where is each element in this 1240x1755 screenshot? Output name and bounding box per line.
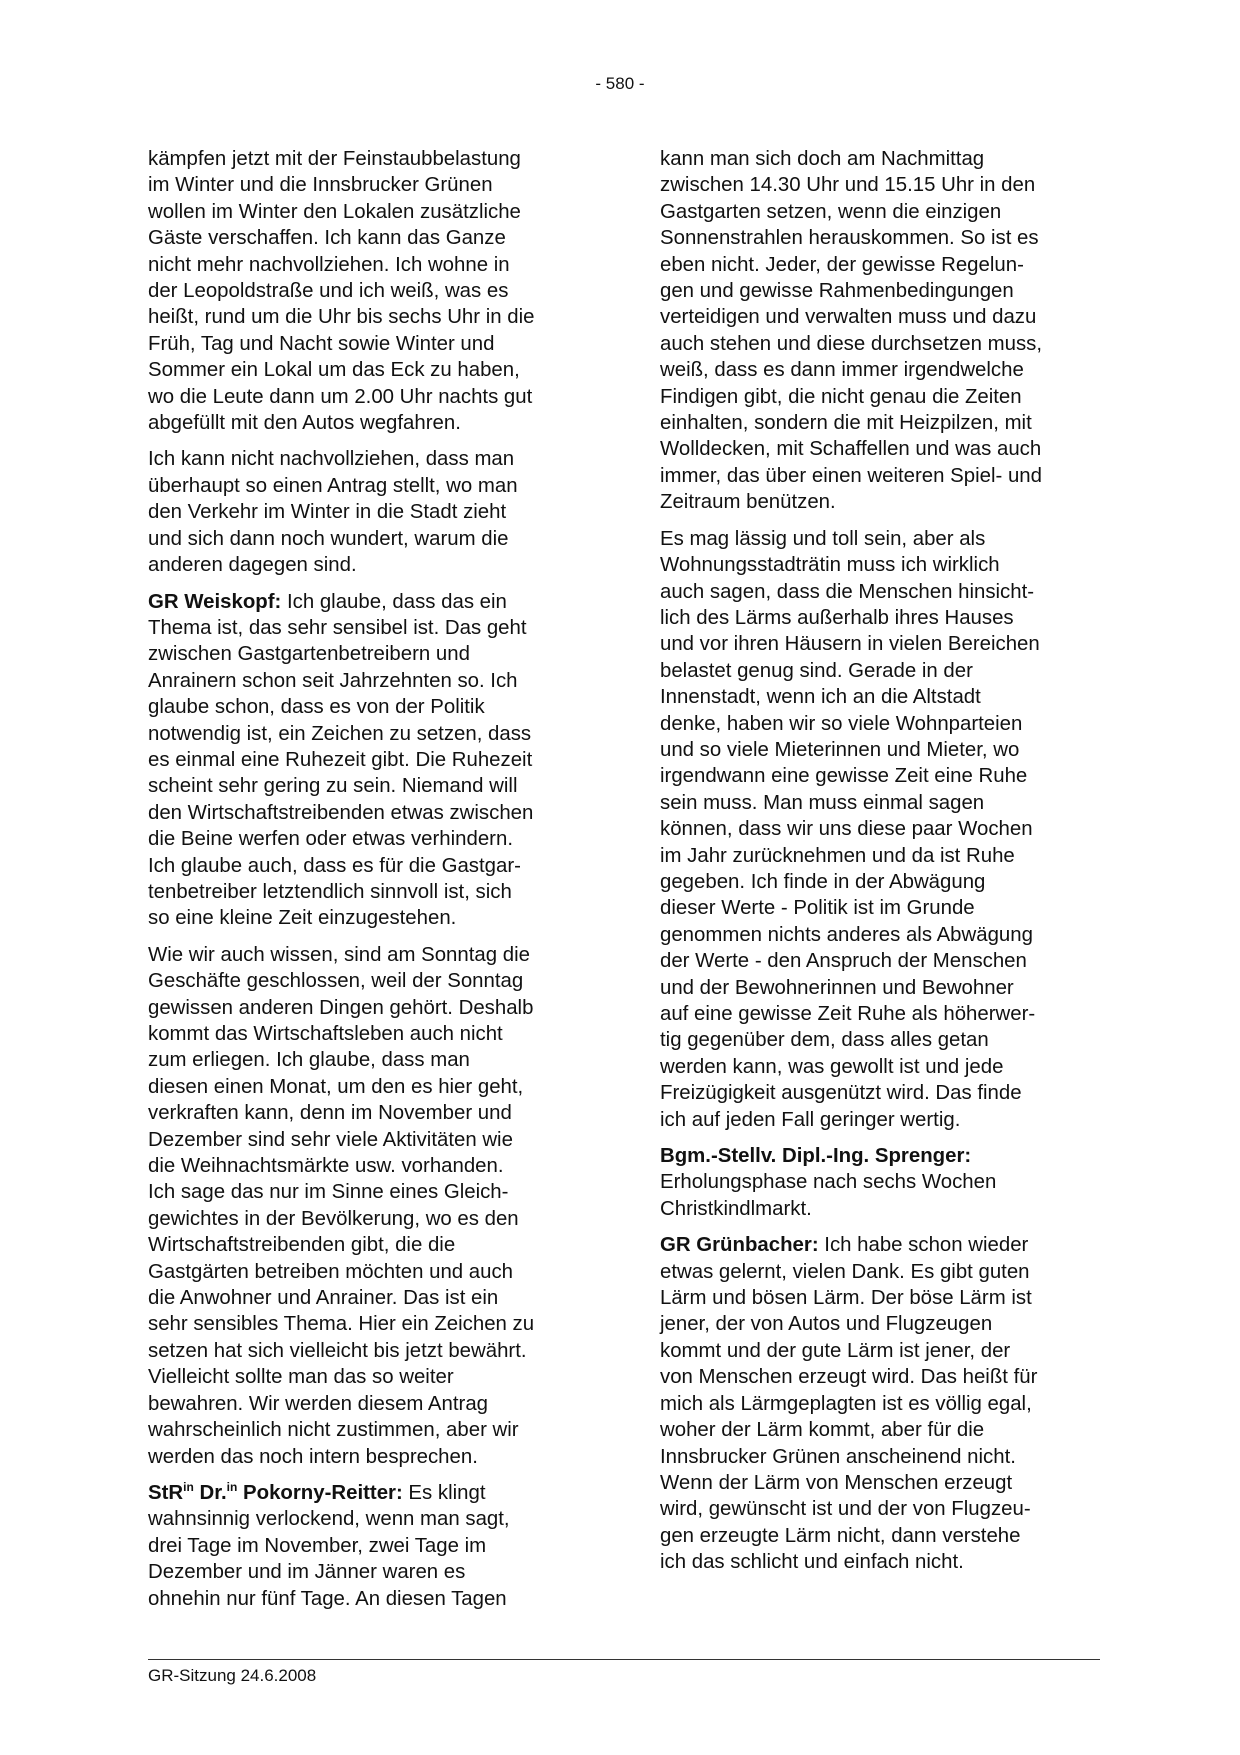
paragraph-weiskopf	[148, 589, 588, 932]
footer-session-label: GR-Sitzung 24.6.2008	[148, 1666, 317, 1685]
right-column	[660, 146, 1100, 1586]
speaker-title: Dr.	[193, 1481, 227, 1504]
speaker-name	[148, 1482, 403, 1504]
speaker-name: GR Grünbacher:	[660, 1234, 819, 1257]
paragraph-pokorny-reitter	[148, 1480, 588, 1612]
page-number: - 580 -	[595, 74, 645, 93]
paragraph-sprenger	[660, 1143, 1100, 1222]
superscript: in	[183, 1480, 194, 1495]
left-column	[148, 146, 588, 1622]
paragraph: Wie wir auch wissen, sind am Sonntag die Geschäfte geschlossen, weil der Sonntag gewissen anderen Dingen gehört. Deshalb kommt das Wirtschaftsleben auch nicht zum erliegen. Ich glaube, dass man diesen einen Monat, um den es hier geht, verkraften kann, denn im November und Dezember sind sehr viele Aktivitäten wie die Weihnachtsmärkte usw. vorhanden. Ich sage das nur im Sinne eines Gleich- gewichtes in der Bevölkerung, wo es den Wirtschaftstreibenden gibt, die die Gastgärten betreiben möchten und auch die Anwohner und Anrainer. Das ist ein sehr sensibles Thema. Hier ein Zeichen zu setzen hat sich vielleicht bis jetzt bewährt. Vielleicht sollte man das so weiter bewahren. Wir werden diesem Antrag wahrscheinlich nicht zustimmen, aber wir werden das noch intern besprechen.	[148, 943, 535, 1468]
speech-text: Ich glaube, dass das ein Thema ist, das sehr sensibel ist. Das geht zwischen Gastgartenbetreibern und Anrainern schon seit Jahrzehnten so. Ich glaube schon, dass es von der Politik notwendig ist, ein Zeichen zu setzen, dass es einmal eine Ruhezeit gibt. Die Ruhezeit scheint sehr gering zu sein. Niemand will den Wirtschaftstreibenden etwas zwischen die Beine werfen oder etwas verhindern. Ich glaube auch, dass es für die Gastgar- tenbetreiber letztendlich sinnvoll ist, sich so eine kleine Zeit einzugestehen.	[148, 590, 534, 930]
speaker-name: GR Weiskopf:	[148, 590, 282, 613]
paragraph-gruenbacher	[660, 1232, 1100, 1575]
speech-text: Erholungsphase nach sechs Wochen Christkindlmarkt.	[660, 1171, 997, 1220]
speaker-name: Bgm.-Stellv. Dipl.-Ing. Sprenger:	[660, 1145, 972, 1168]
speaker-title: StR	[148, 1481, 184, 1504]
superscript: in	[226, 1480, 238, 1495]
speech-text: Es klingt wahnsinnig verlockend, wenn man sagt, drei Tage im November, zwei Tage im Dezember und im Jänner waren es ohnehin nur fünf Tage. An diesen Tagen	[148, 1481, 510, 1610]
paragraph: kämpfen jetzt mit der Feinstaubbelastung im Winter und die Innsbrucker Grünen wollen im Winter den Lokalen zusätzliche Gäste verschaffen. Ich kann das Ganze nicht mehr nachvollziehen. Ich wohne in der Leopoldstraße und ich weiß, was es heißt, rund um die Uhr bis sechs Uhr in die Früh, Tag und Nacht sowie Winter und Sommer ein Lokal um das Eck zu haben, wo die Leute dann um 2.00 Uhr nachts gut abgefüllt mit den Autos wegfahren.	[148, 148, 535, 435]
paragraph: Es mag lässig und toll sein, aber als Wohnungsstadträtin muss ich wirklich auch sagen, dass die Menschen hinsicht- lich des Lärms außerhalb ihres Hauses und vor ihren Häusern in vielen Bereichen belastet genug sind. Gerade in der Innenstadt, wenn ich an die Altstadt denke, haben wir so viele Wohnparteien und so viele Mieterinnen und Mieter, wo irgendwann eine gewisse Zeit eine Ruhe sein muss. Man muss einmal sagen können, dass wir uns diese paar Wochen im Jahr zurücknehmen und da ist Ruhe gegeben. Ich finde in der Abwägung dieser Werte - Politik ist im Grunde genommen nichts anderes als Abwägung der Werte - den Anspruch der Menschen und der Bewohnerinnen und Bewohner auf eine gewisse Zeit Ruhe als höherwer- tig gegenüber dem, dass alles getan werden kann, was gewollt ist und jede Freizügigkeit ausgenützt wird. Das finde ich auf jeden Fall geringer wertig.	[660, 527, 1040, 1131]
paragraph: Ich kann nicht nachvollziehen, dass man überhaupt so einen Antrag stellt, wo man den Verkehr im Winter in die Stadt zieht und sich dann noch wundert, warum die anderen dagegen sind.	[148, 448, 518, 577]
speaker-surname: Pokorny-Reitter:	[237, 1481, 403, 1504]
footer-divider	[148, 1659, 1100, 1660]
paragraph: kann man sich doch am Nachmittag zwischen 14.30 Uhr und 15.15 Uhr in den Gastgarten setzen, wenn die einzigen Sonnenstrahlen herauskommen. So ist es eben nicht. Jeder, der gewisse Regelun- gen und gewisse Rahmenbedingungen verteidigen und verwalten muss und dazu auch stehen und diese durchsetzen muss, weiß, dass es dann immer irgendwelche Findigen gibt, die nicht genau die Zeiten einhalten, sondern die mit Heizpilzen, mit Wolldecken, mit Schaffellen und was auch immer, das über einen weiteren Spiel- und Zeitraum benützen.	[660, 148, 1042, 514]
speech-text: Ich habe schon wieder etwas gelernt, vielen Dank. Es gibt guten Lärm und bösen Lärm. Der böse Lärm ist jener, der von Autos und Flugzeugen kommt und der gute Lärm ist jener, der von Menschen erzeugt wird. Das heißt für mich als Lärmgeplagten ist es völlig egal, woher der Lärm kommt, aber für die Innsbrucker Grünen anscheinend nicht. Wenn der Lärm von Menschen erzeugt wird, gewünscht ist und der von Flugzeu- gen erzeugte Lärm nicht, dann verstehe ich das schlicht und einfach nicht.	[660, 1234, 1038, 1574]
